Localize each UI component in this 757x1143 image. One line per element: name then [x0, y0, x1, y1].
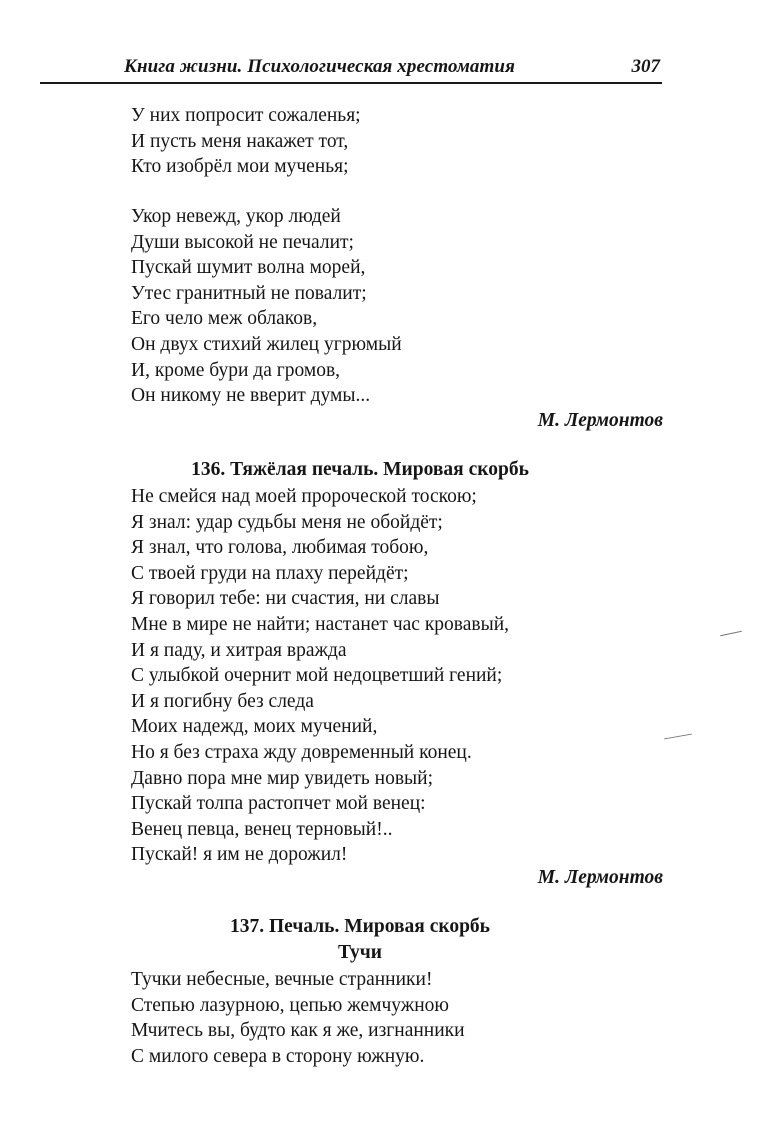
- section-heading-137: 137. Печаль. Мировая скорбь: [229, 916, 490, 937]
- poem-line: Его чело меж облаков,: [131, 308, 318, 330]
- section-heading-136: 136. Тяжёлая печаль. Мировая скорбь: [191, 459, 529, 480]
- poem-line: Я знал: удар судьбы меня не обойдёт;: [131, 511, 443, 533]
- poem-line: Души высокой не печалит;: [131, 231, 354, 253]
- poem-line: И пусть меня накажет тот,: [131, 130, 349, 152]
- poem-line: Не смейся над моей пророческой тоскою;: [131, 486, 477, 507]
- poem-line: Моих надежд, моих мучений,: [131, 716, 378, 738]
- poem-line: Укор невежд, укор людей: [131, 206, 341, 227]
- poem-stanza-137: [131, 967, 671, 1069]
- poem-line: Степью лазурною, цепью жемчужною: [131, 994, 449, 1016]
- running-title: Книга жизни. Психологическая хрестоматия: [124, 56, 515, 77]
- page-number: 307: [631, 56, 660, 77]
- scan-mark: [720, 631, 742, 637]
- poem-line: Я говорил тебе: ни счастия, ни славы: [131, 588, 440, 610]
- poem-line: Пускай шумит волна морей,: [131, 257, 366, 279]
- poem-stanza-2: [131, 204, 671, 409]
- poem-line: С твоей груди на плаху перейдёт;: [131, 562, 409, 584]
- poem-line: У них попросит сожаленья;: [131, 105, 361, 126]
- poem-line: Мне в мире не найти; настанет час кровавый,: [131, 613, 510, 635]
- poem-line: Пускай толпа растопчет мой венец:: [131, 793, 426, 815]
- poem-line: Но я без страха жду довременный конец.: [131, 741, 472, 763]
- poem-line: Я знал, что голова, любимая тобою,: [131, 537, 429, 559]
- poem-line: Давно пора мне мир увидеть новый;: [131, 767, 434, 789]
- poem-line: Кто изобрёл мои мученья;: [131, 156, 349, 178]
- poem-line: И я погибну без следа: [131, 690, 314, 712]
- running-header: [124, 54, 662, 84]
- poem-line: И, кроме бури да громов,: [131, 359, 341, 381]
- poem-line: С милого севера в сторону южную.: [131, 1045, 425, 1067]
- poem-line: Утес гранитный не повалит;: [131, 282, 367, 304]
- poem-stanza-1: [131, 103, 671, 180]
- poem-line: С улыбкой очернит мой недоцветший гений;: [131, 665, 503, 687]
- poem-line: Он никому не вверит думы...: [131, 385, 371, 407]
- poem-author: М. Лермонтов: [537, 867, 663, 888]
- poem-line: Мчитесь вы, будто как я же, изгнанники: [131, 1020, 465, 1042]
- poem-author: М. Лермонтов: [537, 410, 663, 431]
- poem-line: И я паду, и хитрая вражда: [131, 639, 347, 661]
- poem-title: Тучи: [337, 942, 383, 963]
- poem-line: Пускай! я им не дорожил!: [131, 844, 348, 866]
- poem-line: Он двух стихий жилец угрюмый: [131, 333, 402, 355]
- poem-line: Тучки небесные, вечные странники!: [131, 969, 433, 990]
- header-rule: [40, 82, 662, 84]
- poem-line: Венец певца, венец терновый!..: [131, 818, 393, 840]
- poem-stanza-136: [131, 484, 671, 868]
